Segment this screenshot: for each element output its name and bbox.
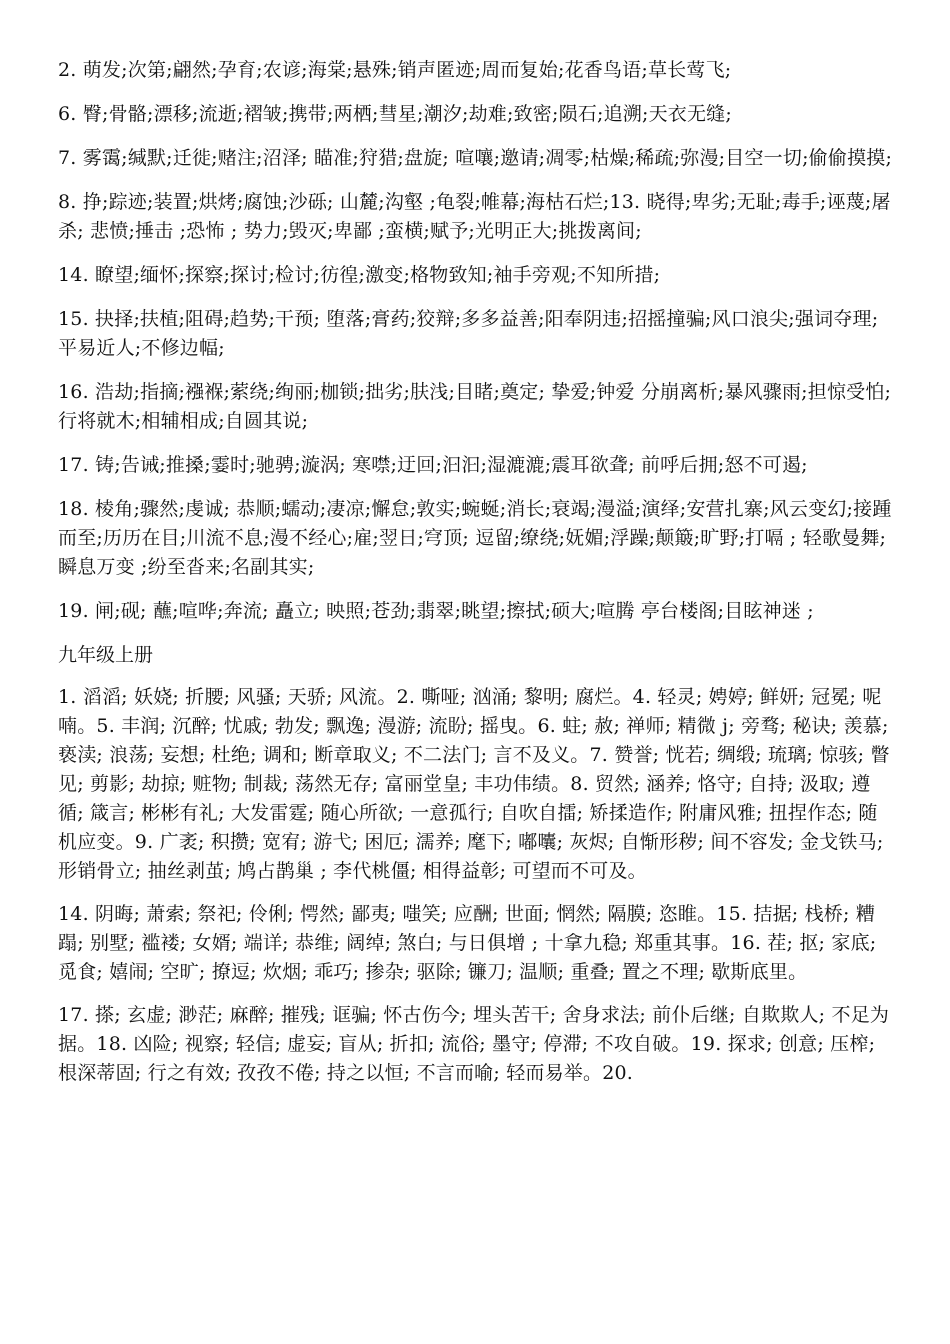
vocab-paragraph-19: 19. 闸;砚; 蘸;喧哗;奔流; 矗立; 映照;苍劲;翡翠;眺望;擦拭;硕大;喧腾 亭台楼阁;目眩神迷 ;: [58, 600, 814, 622]
vocab-paragraph-17: 17. 铸;告诫;推搡;霎时;驰骋;漩涡; 寒噤;迂回;汩汩;湿漉漉;震耳欲聋; 前呼后拥;怒不可遏;: [58, 454, 808, 476]
vocab-paragraph-7: 7. 雾霭;缄默;迁徙;赌注;沼泽; 瞄准;狩猎;盘旋; 喧嚷;邀请;凋零;枯燥;稀疏;弥漫;目空一切;偷偷摸摸;: [58, 147, 893, 169]
vocab-paragraph-grade9-a: 1. 滔滔; 妖娆; 折腰; 风骚; 天骄; 风流。2. 嘶哑; 汹涌; 黎明; 腐烂。4. 轻灵; 娉婷; 鲜妍; 冠冕; 呢喃。5. 丰润; 沉醉; 忧戚; 勃发; 飘逸; 漫游; 流盼; 摇曳。6. 蛀; 赦; 禅师; 精微 j; 旁骛; 秘诀; 羡慕; 亵渎; 浪荡; 妄想; 杜绝; 调和; 断章取义; 不二法门; 言不及义。7. 赞誉; 恍若; 绸缎; 琉璃; 惊骇; 瞥见; 剪影; 劫掠; 赃物; 制裁; 荡然无存; 富丽堂皇; 丰功伟绩。8. 贸然; 涵养; 恪守; 自持; 汲取; 遵循; 箴言; 彬彬有礼; 大发雷霆; 随心所欲; 一意孤行; 自吹自擂; 矫揉造作; 附庸风雅; 扭捏作态; 随机应变。9. 广袤; 积攒; 宽宥; 游弋; 困厄; 濡养; 麾下; 嘟囔; 灰烬; 自惭形秽; 间不容发; 金戈铁马; 形销骨立; 抽丝剥茧; 鸠占鹊巢 ; 李代桃僵; 相得益彰; 可望而不可及。: [58, 686, 890, 882]
vocab-paragraph-16: 16. 浩劫;指摘;襁褓;萦绕;绚丽;枷锁;拙劣;肤浅;目睹;奠定; 挚爱;钟爱 分崩离析;暴风骤雨;担惊受怕;行将就木;相辅相成;自圆其说;: [58, 381, 892, 432]
vocab-paragraph-6: 6. 臀;骨骼;漂移;流逝;褶皱;携带;两栖;彗星;潮汐;劫难;致密;陨石;追溯;天衣无缝;: [58, 103, 732, 125]
vocab-paragraph-2: 2. 萌发;次第;翩然;孕育;农谚;海棠;悬殊;销声匿迹;周而复始;花香鸟语;草长莺飞;: [58, 59, 732, 81]
vocab-paragraph-18: 18. 棱角;骤然;虔诚; 恭顺;蠕动;凄凉;懈怠;敦实;蜿蜒;消长;衰竭;漫溢;演绎;安营扎寨;风云变幻;接踵而至;历历在目;川流不息;漫不经心;雇;翌日;穹顶; 逗留;缭绕;妩媚;浮躁;颠簸;旷野;打嗝 ; 轻歌曼舞; 瞬息万变 ;纷至沓来;名副其实;: [58, 498, 892, 578]
vocab-paragraph-14: 14. 瞭望;缅怀;探察;探讨;检讨;彷徨;激变;格物致知;袖手旁观;不知所措;: [58, 264, 661, 286]
document-page: [58, 56, 896, 1326]
vocab-paragraph-8: 8. 挣;踪迹;装置;烘烤;腐蚀;沙砾; 山麓;沟壑 ;龟裂;帷幕;海枯石烂;13. 晓得;卑劣;无耻;毒手;诬蔑;屠杀; 悲愤;捶击 ;恐怖 ; 势力;毁灭;卑鄙 ;蛮横;赋予;光明正大;挑拨离间;: [58, 191, 891, 242]
section-heading: 九年级上册: [58, 644, 154, 666]
vocab-paragraph-15: 15. 抉择;扶植;阻碍;趋势;干预; 堕落;膏药;狡辩;多多益善;阳奉阴违;招摇撞骗;风口浪尖;强词夺理;平易近人;不修边幅;: [58, 308, 879, 359]
vocab-paragraph-grade9-b: 14. 阴晦; 萧索; 祭祀; 伶俐; 愕然; 鄙夷; 嗤笑; 应酬; 世面; 惘然; 隔膜; 恣睢。15. 拮据; 栈桥; 糟蹋; 别墅; 褴褛; 女婿; 端详; 恭维; 阔绰; 煞白; 与日俱增 ; 十拿九稳; 郑重其事。16. 茬; 抠; 家底; 觅食; 嬉闹; 空旷; 撩逗; 炊烟; 乖巧; 掺杂; 驱除; 镰刀; 温顺; 重叠; 置之不理; 歇斯底里。: [58, 903, 877, 983]
vocab-paragraph-grade9-c: 17. 搽; 玄虚; 渺茫; 麻醉; 摧残; 诓骗; 怀古伤今; 埋头苦干; 舍身求法; 前仆后继; 自欺欺人; 不足为据。18. 凶险; 视察; 轻信; 虚妄; 盲从; 折扣; 流俗; 墨守; 停滞; 不攻自破。19. 探求; 创意; 压榨; 根深蒂固; 行之有效; 孜孜不倦; 持之以恒; 不言而喻; 轻而易举。20.: [58, 1004, 890, 1084]
